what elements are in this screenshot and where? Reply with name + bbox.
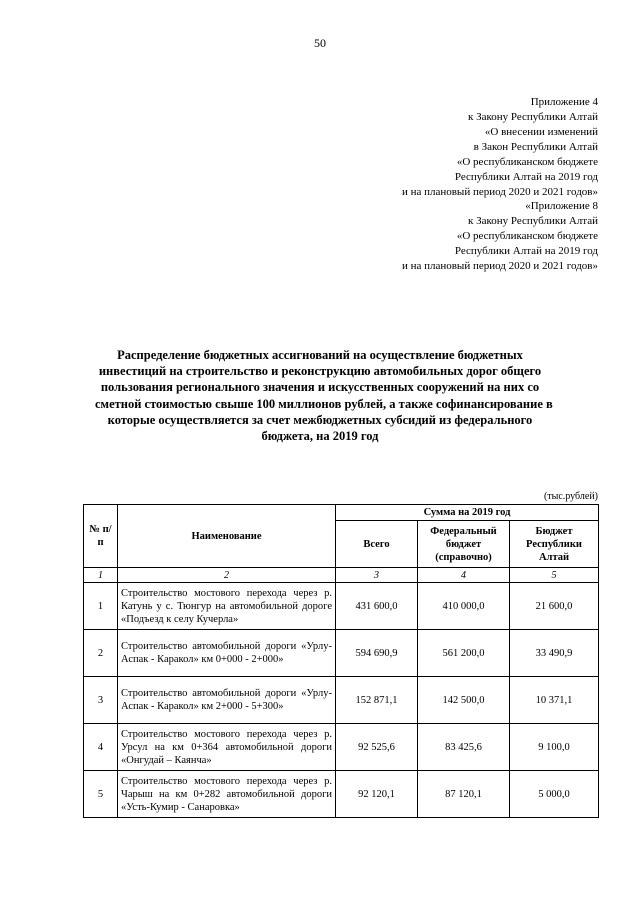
title-line: пользования регионального значения и искусственных сооружений на них со [100, 380, 540, 395]
row-total: 594 690,9 [336, 630, 418, 677]
row-name: Строительство мостового перехода через р. Урсул на км 0+364 автомобильной дороги «Онгудай – Каянча» [118, 724, 336, 771]
row-total: 431 600,0 [336, 583, 418, 630]
row-total: 152 871,1 [336, 677, 418, 724]
appendix-line: «О внесении изменений [484, 126, 598, 138]
column-index: 3 [336, 568, 418, 583]
appendix-line: Республики Алтай на 2019 год [454, 171, 598, 183]
header-row [84, 505, 599, 521]
appendix-line: Республики Алтай на 2019 год [454, 245, 598, 257]
column-index: 5 [510, 568, 599, 583]
table-row [84, 583, 599, 630]
header-num: № п/п [84, 505, 118, 568]
row-total: 92 120,1 [336, 771, 418, 818]
appendix-line: и на плановый период 2020 и 2021 годов» [401, 260, 598, 272]
title-line: Распределение бюджетных ассигнований на осуществление бюджетных [117, 348, 523, 362]
units-note: (тыс.рублей) [543, 491, 598, 502]
row-federal: 83 425,6 [418, 724, 510, 771]
appendix-line: к Закону Республики Алтай [468, 215, 598, 227]
appendix-line: и на плановый период 2020 и 2021 годов» [401, 186, 598, 198]
table-row [84, 677, 599, 724]
appendix-line: «О республиканском бюджете [456, 230, 598, 242]
row-name: Строительство мостового перехода через р. Чарыш на км 0+282 автомобильной дороги «Усть-Кумир - Санаровка» [118, 771, 336, 818]
row-republic: 5 000,0 [510, 771, 599, 818]
row-number: 4 [84, 724, 118, 771]
row-name: Строительство мостового перехода через р. Катунь у с. Тюнгур на автомобильной дороге «Подъезд к селу Кучерла» [118, 583, 336, 630]
row-republic: 21 600,0 [510, 583, 599, 630]
row-federal: 410 000,0 [418, 583, 510, 630]
header-republic: Бюджет Республики Алтай [510, 521, 599, 568]
column-index: 1 [84, 568, 118, 583]
row-federal: 87 120,1 [418, 771, 510, 818]
table-row [84, 724, 599, 771]
budget-table [83, 504, 599, 818]
appendix-line: к Закону Республики Алтай [468, 111, 598, 123]
appendix-line: Приложение 4 [530, 96, 598, 108]
row-federal: 142 500,0 [418, 677, 510, 724]
column-index-row [84, 568, 599, 583]
appendix-4-header [402, 95, 598, 200]
row-total: 92 525,6 [336, 724, 418, 771]
row-number: 2 [84, 630, 118, 677]
header-total: Всего [336, 521, 418, 568]
title-line: которые осуществляется за счет межбюджетных субсидий из федерального [107, 412, 533, 427]
table-row [84, 630, 599, 677]
row-name: Строительство автомобильной дороги «Урлу-Аспак - Каракол» км 0+000 - 2+000» [118, 630, 336, 677]
title-line: инвестиций на строительство и реконструкцию автомобильных дорог общего [98, 364, 542, 379]
appendix-line: «Приложение 8 [525, 200, 598, 212]
header-sum-group: Сумма на 2019 год [336, 505, 599, 521]
appendix-8-header [402, 199, 598, 274]
header-federal: Федеральный бюджет (справочно) [418, 521, 510, 568]
row-republic: 10 371,1 [510, 677, 599, 724]
row-republic: 33 490,9 [510, 630, 599, 677]
title-line: сметной стоимостью свыше 100 миллионов рублей, а также софинансирование в [95, 396, 553, 411]
row-name: Строительство автомобильной дороги «Урлу-Аспак - Каракол» км 2+000 - 5+300» [118, 677, 336, 724]
row-number: 5 [84, 771, 118, 818]
appendix-line: «О республиканском бюджете [456, 156, 598, 168]
page-number: 50 [314, 36, 326, 50]
title-line: бюджета, на 2019 год [261, 429, 379, 444]
document-title [95, 347, 553, 444]
column-index: 4 [418, 568, 510, 583]
row-federal: 561 200,0 [418, 630, 510, 677]
header-name: Наименование [118, 505, 336, 568]
row-number: 3 [84, 677, 118, 724]
row-republic: 9 100,0 [510, 724, 599, 771]
column-index: 2 [118, 568, 336, 583]
table-row [84, 771, 599, 818]
row-number: 1 [84, 583, 118, 630]
appendix-line: в Закон Республики Алтай [473, 141, 598, 153]
